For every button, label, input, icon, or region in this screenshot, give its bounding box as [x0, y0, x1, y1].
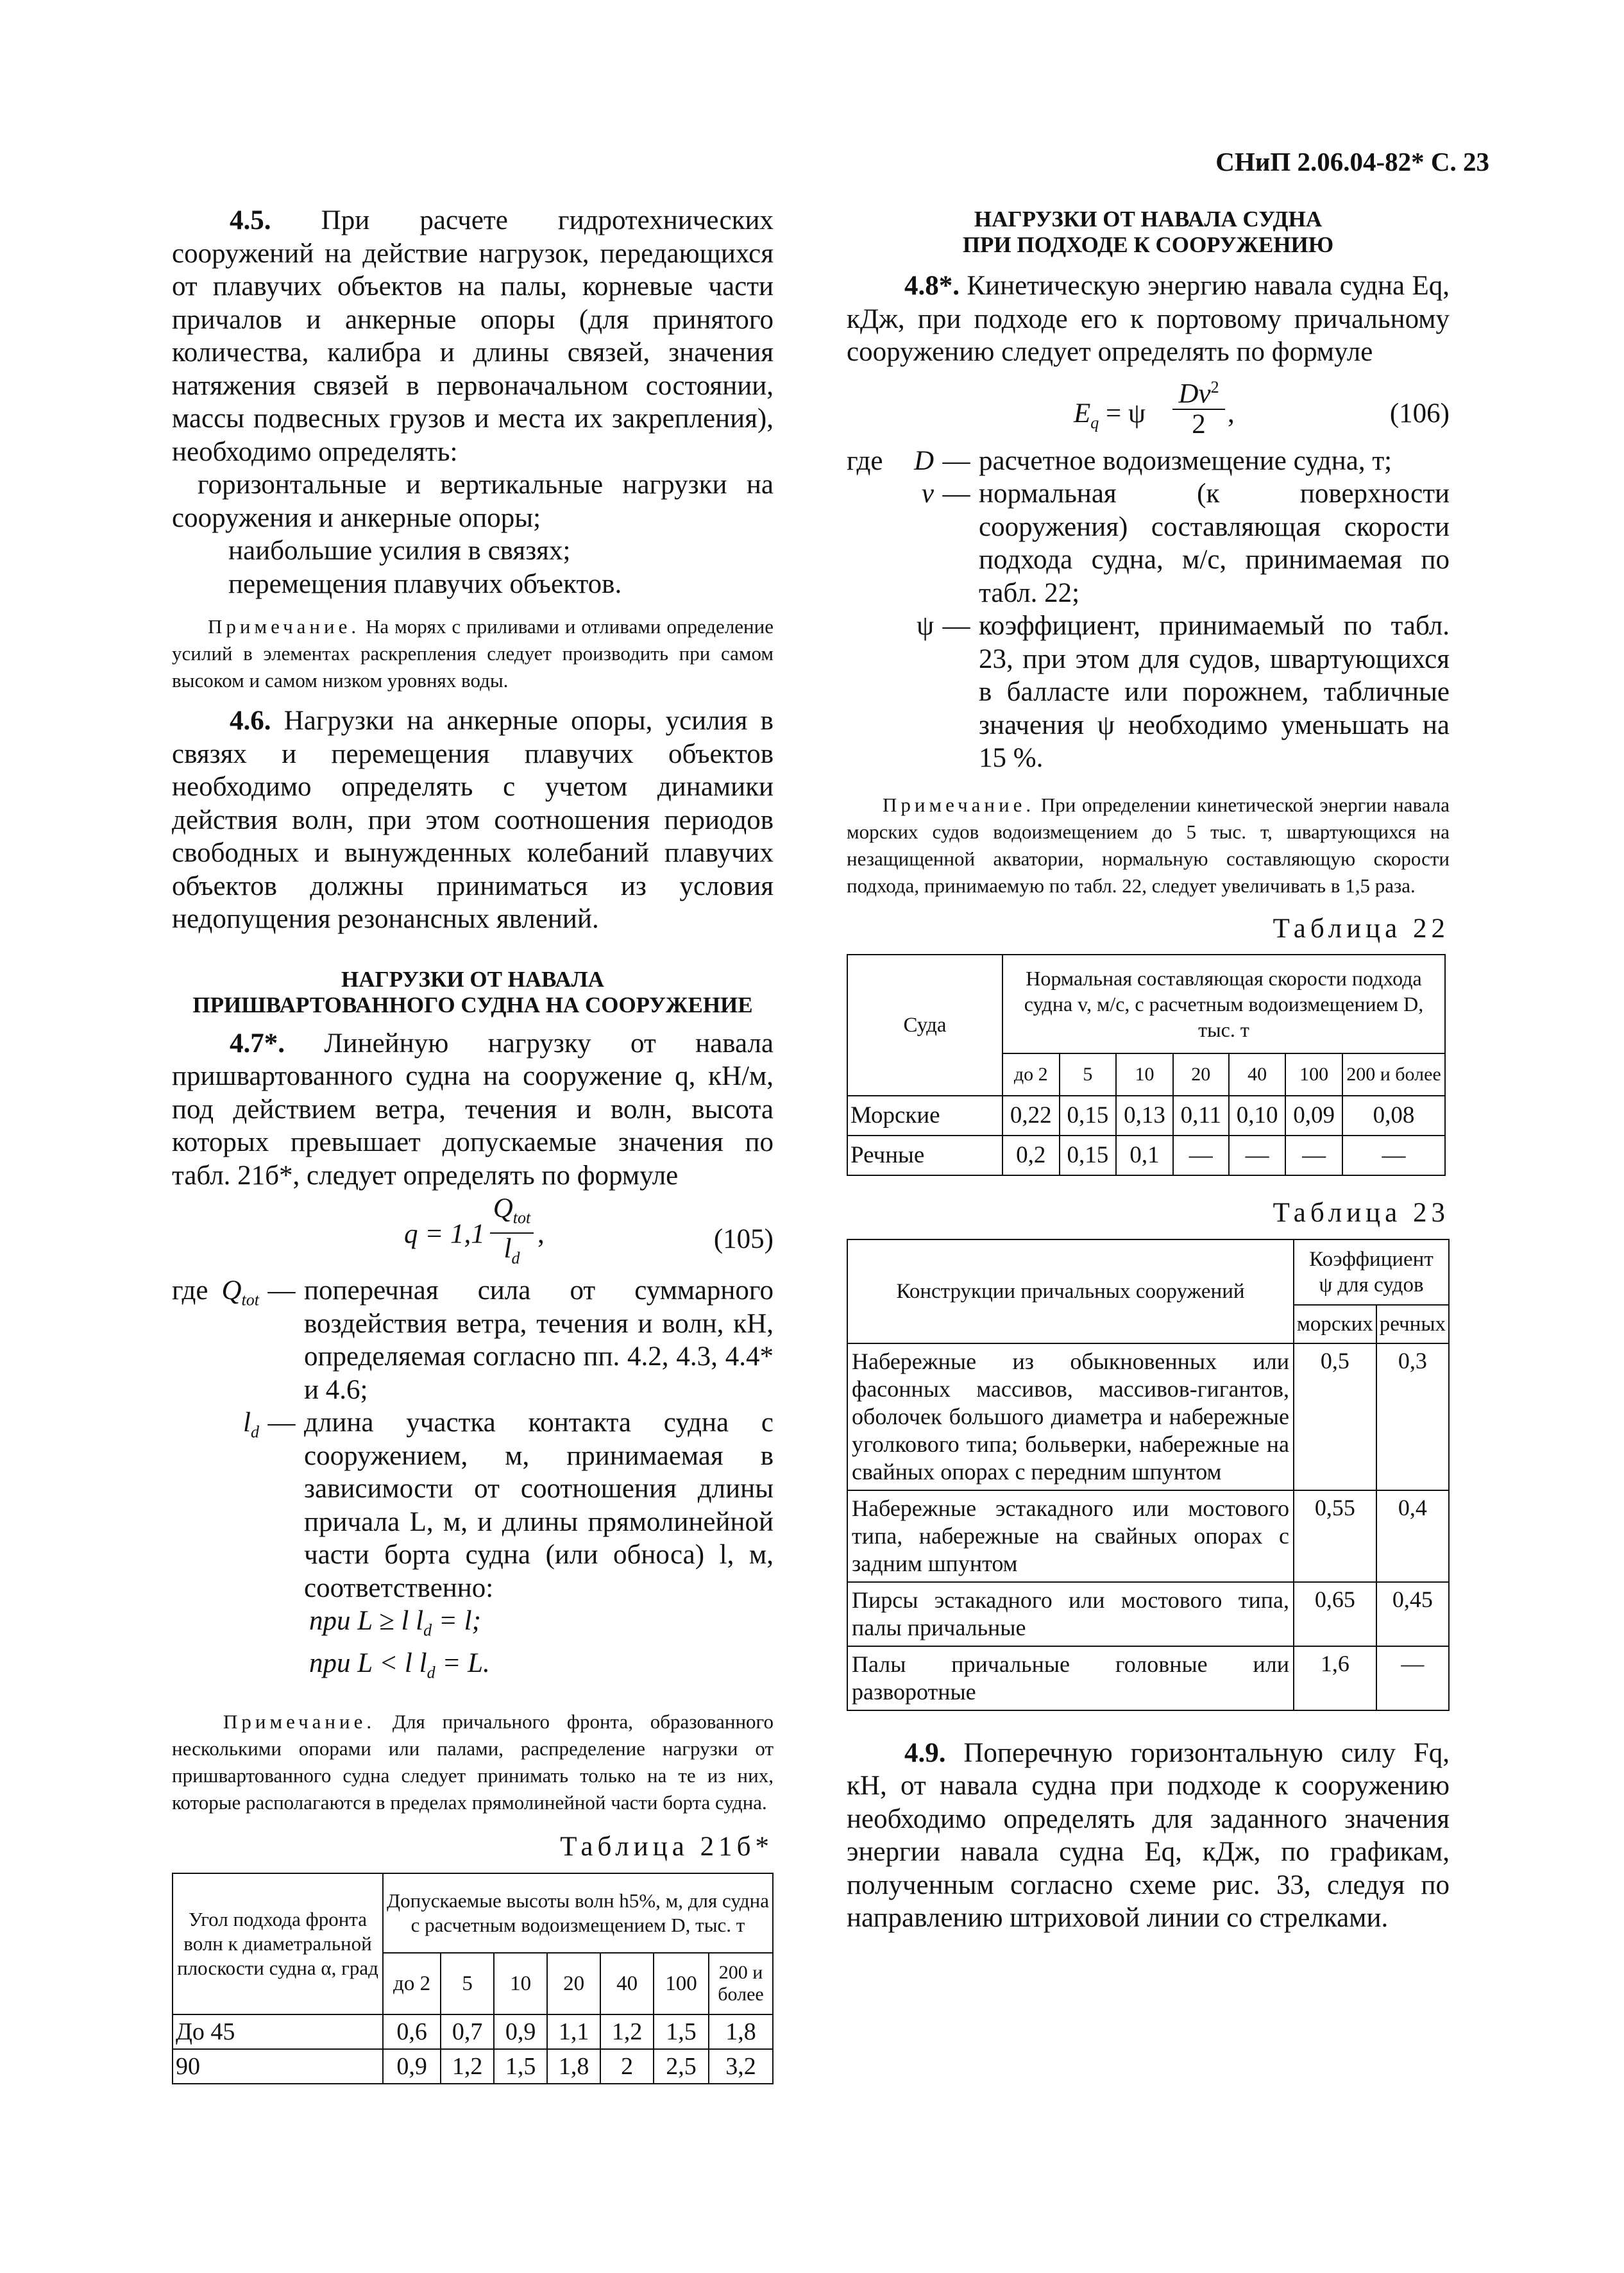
paragraph-4-9	[847, 1737, 1450, 1935]
dash: —	[942, 479, 970, 509]
paragraph-4-6	[172, 704, 774, 936]
table-cell: Морские	[847, 1096, 1002, 1136]
table-cell: 1,8	[709, 2014, 773, 2049]
table-cell: Пирсы эстакадного или мостового типа, палы причальные	[847, 1582, 1294, 1646]
dash: —	[267, 1275, 296, 1306]
symbol: $Q_{tot}$	[221, 1275, 259, 1309]
table-cell: 0,10	[1229, 1096, 1286, 1136]
formula-denominator: $l_d$	[503, 1233, 520, 1268]
table-cell: 1,2	[441, 2049, 494, 2084]
note-1	[172, 613, 774, 694]
section-heading-line: ПРИ ПОДХОДЕ К СООРУЖЕНИЮ	[962, 232, 1334, 257]
formula-numerator: Dv$^2$	[1172, 373, 1225, 410]
table-cell: 1,6	[1294, 1646, 1376, 1710]
paragraph-4-5	[172, 204, 774, 468]
table-cell: 0,2	[1002, 1136, 1060, 1175]
dash: —	[942, 611, 970, 641]
formula-105	[172, 1192, 774, 1274]
table-cell: 0,5	[1294, 1343, 1376, 1490]
table-header-cell: морских	[1294, 1305, 1376, 1343]
table-cell: 0,7	[441, 2014, 494, 2049]
table-header-cell: Допускаемые высоты волн h5%, м, для судна с расчетным водоизмещением D, тыс. т	[383, 1873, 773, 1953]
table-cell: Речные	[847, 1136, 1002, 1175]
table-header-cell: 10	[1116, 1053, 1173, 1096]
table-cell: Набережные эстакадного или мостового типа, набережные на свайных опорах с задним шпунтом	[847, 1490, 1294, 1582]
formula-comma: ,	[537, 1219, 545, 1249]
table-cell: —	[1342, 1136, 1445, 1175]
table-cell: 1,5	[654, 2014, 709, 2049]
table-cell: 0,22	[1002, 1096, 1060, 1136]
table-21b-caption: Таблица 21б*	[560, 1832, 774, 1862]
formula-106	[847, 369, 1450, 445]
table-header-cell: 40	[600, 1953, 654, 2014]
section-heading-line: НАГРУЗКИ ОТ НАВАЛА	[341, 966, 604, 992]
table-header-cell: 200 и более	[709, 1953, 773, 2014]
table-header-row	[847, 955, 1445, 1053]
definition: коэффициент, принимаемый по табл. 23, при этом для судов, швартующихся в балласте или порожнем, табличные значения ψ необходимо уменьшать на 15 %.	[979, 611, 1450, 773]
paragraph-4-7	[172, 1027, 774, 1193]
formula-denominator: 2	[1192, 409, 1206, 439]
clause-number: 4.6.	[230, 706, 271, 736]
table-cell: 0,13	[1116, 1096, 1173, 1136]
where-item	[847, 445, 1450, 478]
where-label: где	[847, 445, 883, 476]
where-item	[172, 1274, 774, 1406]
list-item: наибольшие усилия в связях;	[228, 536, 571, 566]
table-header-cell: Коэффициент ψ для судов	[1294, 1239, 1449, 1305]
definition: расчетное водоизмещение судна, т;	[979, 445, 1392, 476]
formula-numerator: $Q_{tot}$	[490, 1195, 534, 1234]
clause-number: 4.9.	[904, 1737, 946, 1768]
table-cell: —	[1229, 1136, 1286, 1175]
table-cell: 2,5	[654, 2049, 709, 2084]
list-item: горизонтальные и вертикальные нагрузки на сооружения и анкерные опоры;	[172, 470, 774, 533]
table-row	[847, 1136, 1445, 1175]
table-header-cell: речных	[1376, 1305, 1449, 1343]
table-header-cell: 100	[654, 1953, 709, 2014]
table-cell: 0,08	[1342, 1096, 1445, 1136]
table-cell: —	[1173, 1136, 1229, 1175]
clause-text: Поперечную горизонтальную силу Fq, кН, от навала судна при подходе к сооружению необходимо определять для заданного значения энергии навала судна Eq, кДж, по графикам, полученным согласно схеме рис. 33, следуя по направлению штриховой линии со стрелками.	[847, 1737, 1450, 1933]
note-text: При определении кинетической энергии навала морских судов водоизмещением до 5 тыс. т, швартующихся на незащищенной акватории, нормальную составляющую скорости подхода, принимаемую по табл. 22, следует увеличивать в 1,5 раза.	[847, 793, 1450, 897]
symbol: D	[913, 445, 934, 476]
running-header: СНиП 2.06.04-82* С. 23	[1215, 147, 1489, 176]
table-cell: Палы причальные головные или разворотные	[847, 1646, 1294, 1710]
table-cell: —	[1376, 1646, 1449, 1710]
section-heading-line: НАГРУЗКИ ОТ НАВАЛА СУДНА	[974, 207, 1323, 232]
table-header-cell: Конструкции причальных сооружений	[847, 1239, 1294, 1343]
table-cell: 0,6	[383, 2014, 441, 2049]
where-item	[847, 477, 1450, 609]
table-cell: 0,11	[1173, 1096, 1229, 1136]
note-text: На морях с приливами и отливами определение усилий в элементах раскрепления следует производить при самом высоком и самом низком уровнях воды.	[172, 615, 774, 692]
table-row	[173, 2049, 773, 2084]
table-row	[173, 2014, 773, 2049]
note-3	[847, 792, 1450, 899]
paragraph-4-8	[847, 269, 1450, 369]
table-header-cell: 100	[1285, 1053, 1342, 1096]
formula-lhs: q = 1,1	[404, 1219, 485, 1249]
clause-text: Нагрузки на анкерные опоры, усилия в связях и перемещения плавучих объектов необходимо определять с учетом динамики действия волн, при этом соотношения периодов свободных и вынужденных колебаний плавучих объектов должны приниматься из условия недопущения резонансных явлений.	[172, 706, 774, 934]
table-cell: 0,3	[1376, 1343, 1449, 1490]
definition: нормальная (к поверхности сооружения) составляющая скорости подхода судна, м/с, принимаемая по табл. 22;	[979, 479, 1450, 608]
table-header-cell: до 2	[1002, 1053, 1060, 1096]
clause-number: 4.8*.	[904, 271, 960, 301]
definition: поперечная сила от суммарного воздействия ветра, течения и волн, кН, определяемая согласно пп. 4.2, 4.3, 4.4* и 4.6;	[304, 1275, 774, 1405]
table-21b	[172, 1873, 774, 2084]
table-cell: 1,1	[547, 2014, 600, 2049]
table-cell: 0,9	[383, 2049, 441, 2084]
table-cell: 0,09	[1285, 1096, 1342, 1136]
clause-text: Кинетическую энергию навала судна Eq, кДж, при подходе его к портовому причальному сооружению следует определять по формуле	[847, 271, 1450, 367]
table-row	[847, 1490, 1449, 1582]
left-column	[172, 204, 774, 2084]
table-header-cell: 5	[441, 1953, 494, 2014]
section-heading-2	[847, 207, 1450, 258]
table-cell: 1,5	[494, 2049, 547, 2084]
note-2	[172, 1708, 774, 1816]
table-header-cell: Угол подхода фронта волн к диаметральной плоскости судна α, град	[173, 1873, 383, 2014]
table-cell: 1,2	[600, 2014, 654, 2049]
table-cell: 0,65	[1294, 1582, 1376, 1646]
table-cell: 90	[173, 2049, 383, 2084]
table-header-cell: Суда	[847, 955, 1002, 1096]
table-header-cell: Нормальная составляющая скорости подхода судна v, м/с, с расчетным водоизмещением D, тыс. т	[1002, 955, 1445, 1053]
table-row	[847, 1343, 1449, 1490]
formula-fraction	[490, 1195, 534, 1273]
table-row	[847, 1096, 1445, 1136]
formula-number: (106)	[1389, 398, 1450, 429]
note-label: Примечание.	[883, 793, 1035, 816]
table-cell: До 45	[173, 2014, 383, 2049]
clause-number: 4.5.	[230, 205, 271, 235]
formula-number: (105)	[713, 1224, 774, 1254]
table-header-cell: 20	[547, 1953, 600, 2014]
dash: —	[267, 1408, 296, 1438]
right-column	[847, 207, 1450, 1935]
clause-number: 4.7*.	[230, 1028, 285, 1059]
condition-2: при L < l $l_d = L$.	[309, 1648, 490, 1682]
where-item	[172, 1406, 774, 1689]
table-row	[847, 1582, 1449, 1646]
table-22-caption: Таблица 22	[1273, 913, 1450, 944]
note-text: Для причального фронта, образованного несколькими опорами или палами, распределение нагрузки от пришвартованного судна следует принимать только на те из них, которые располагаются в пределах прямолинейной части борта судна.	[172, 1710, 774, 1814]
table-cell: 1,8	[547, 2049, 600, 2084]
table-cell: 0,55	[1294, 1490, 1376, 1582]
table-cell: 0,1	[1116, 1136, 1173, 1175]
clause-text: Линейную нагрузку от навала пришвартованного судна на сооружение q, кН/м, под действием ветра, течения и волн, высота которых превышает допускаемые значения по табл. 21б*, следует определять по формуле	[172, 1028, 774, 1191]
table-header-row	[847, 1239, 1449, 1305]
table-header-cell: 200 и более	[1342, 1053, 1445, 1096]
table-header-row	[173, 1873, 773, 1953]
section-heading-1	[172, 967, 774, 1018]
section-heading-line: ПРИШВАРТОВАННОГО СУДНА НА СООРУЖЕНИЕ	[192, 992, 753, 1017]
table-cell: 0,15	[1060, 1136, 1117, 1175]
table-cell: 0,9	[494, 2014, 547, 2049]
table-23-caption: Таблица 23	[1273, 1198, 1450, 1228]
table-header-cell: 10	[494, 1953, 547, 2014]
formula-lhs: $E_q = \psi$	[1074, 398, 1146, 432]
table-cell: 0,4	[1376, 1490, 1449, 1582]
formula-comma: ,	[1228, 398, 1235, 429]
condition-1: при L ≥ l $l_d = l$;	[309, 1606, 481, 1640]
table-header-cell: 5	[1060, 1053, 1117, 1096]
list-item: перемещения плавучих объектов.	[228, 568, 622, 599]
dash: —	[942, 445, 970, 476]
table-cell: 2	[600, 2049, 654, 2084]
table-cell: 0,15	[1060, 1096, 1117, 1136]
table-header-cell: до 2	[383, 1953, 441, 2014]
clause-text: При расчете гидротехнических сооружений на действие нагрузок, передающихся от плавучих объектов на палы, корневые части причалов и анкерные опоры (для принятого количества, калибра и длины связей, значения натяжения связей в первоначальном состоянии, массы подвесных грузов и места их закрепления), необходимо определять:	[172, 205, 774, 467]
symbol: $l_d$	[243, 1408, 259, 1442]
symbol: ψ	[917, 611, 934, 641]
table-cell: —	[1285, 1136, 1342, 1175]
symbol: v	[921, 479, 934, 509]
table-cell: 3,2	[709, 2049, 773, 2084]
where-list-106	[847, 445, 1450, 775]
where-item	[847, 609, 1450, 775]
table-header-cell: 40	[1229, 1053, 1286, 1096]
note-label: Примечание.	[208, 615, 360, 638]
where-label: где	[172, 1275, 208, 1306]
where-list-105	[172, 1274, 774, 1689]
table-22	[847, 954, 1446, 1176]
table-header-cell: 20	[1173, 1053, 1229, 1096]
formula-fraction	[1172, 373, 1225, 439]
note-label: Примечание.	[223, 1710, 376, 1733]
definition: длина участка контакта судна с сооружением, м, принимаемая в зависимости от соотношения длины причала L, м, и длины прямолинейной части борта судна (или обноса) l, м, соответственно: при L ≥ l $l_d = l$; при L < l $l_d = L$.	[304, 1408, 774, 1682]
table-cell: Набережные из обыкновенных или фасонных массивов, массивов-гигантов, оболочек большого диаметра и набережные уголкового типа; больверки, набережные на свайных опорах с передним шпунтом	[847, 1343, 1294, 1490]
table-cell: 0,45	[1376, 1582, 1449, 1646]
table-row	[847, 1646, 1449, 1710]
table-23	[847, 1239, 1450, 1711]
